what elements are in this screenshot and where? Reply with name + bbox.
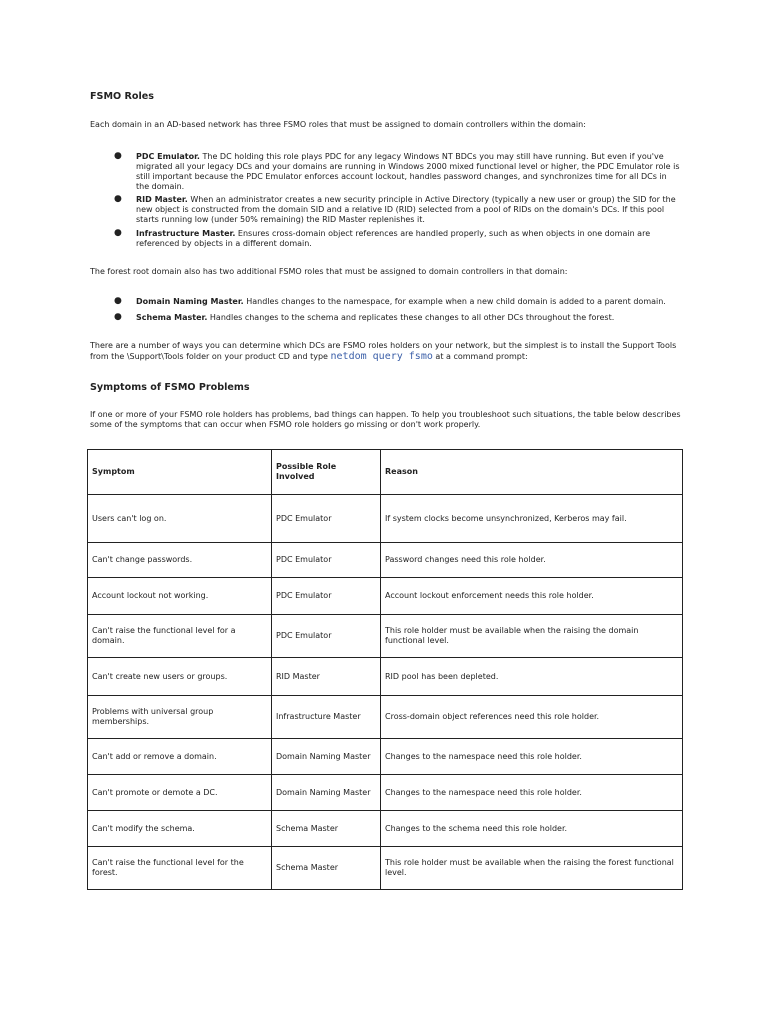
reason-cell: Cross-domain object references need this role holder. [381,696,683,739]
determine-text-end: at a command prompt: [432,352,528,361]
table-row [88,739,683,775]
role-description: Handles changes to the namespace, for example when a new child domain is added to a parent domain. [243,297,666,306]
symptom-cell: Problems with universal group memberships. [88,696,272,739]
bullet-icon: ● [114,312,122,322]
role-cell: RID Master [272,658,381,696]
symptom-cell: Can't change passwords. [88,543,272,578]
symptom-cell: Can't promote or demote a DC. [88,775,272,811]
role-name: Schema Master. [136,313,208,322]
role-cell: PDC Emulator [272,543,381,578]
symptom-cell: Can't raise the functional level for a domain. [88,615,272,658]
table-row [88,775,683,811]
symptoms-heading: Symptoms of FSMO Problems [90,382,250,393]
table-row [88,811,683,847]
role-description: The DC holding this role plays PDC for any legacy Windows NT BDCs you may still have running. But even if you've migrated all your legacy DCs and your domains are running in Windows 2000 mixed functional level or higher, the PDC Emulator role is still important because the PDC Emulator enforces account lockout, handles password changes, and synchronizes time for all DCs in the domain. [136,152,680,191]
symptom-cell: Account lockout not working. [88,578,272,615]
role-cell: PDC Emulator [272,495,381,543]
table-row [88,495,683,543]
reason-cell: Changes to the namespace need this role holder. [381,739,683,775]
role-cell: Schema Master [272,811,381,847]
table-row [88,615,683,658]
table-row [88,578,683,615]
fsmo-roles-heading: FSMO Roles [90,91,154,102]
role-description: When an administrator creates a new security principle in Active Directory (typically a new user or group) the SID for the new object is constructed from the domain SID and a relative ID (RID) selected from a pool of RIDs on the domain's DCs. If this pool starts running low (under 50% remaining) the RID Master replenishes it. [136,195,676,224]
reason-cell: Changes to the schema need this role holder. [381,811,683,847]
role-cell: Domain Naming Master [272,739,381,775]
determine-holders-paragraph [90,340,690,362]
role-name: PDC Emulator. [136,152,200,161]
reason-cell: RID pool has been depleted. [381,658,683,696]
bullet-icon: ● [114,194,122,204]
column-header-reason: Reason [381,450,683,495]
role-cell: Domain Naming Master [272,775,381,811]
role-description: Ensures cross-domain object references are handled properly, such as when objects in one domain are referenced by objects in a different domain. [136,229,651,248]
role-cell: PDC Emulator [272,615,381,658]
role-cell: PDC Emulator [272,578,381,615]
symptom-cell: Can't add or remove a domain. [88,739,272,775]
table-row [88,696,683,739]
symptoms-table [87,449,683,890]
role-cell: Infrastructure Master [272,696,381,739]
reason-cell: If system clocks become unsynchronized, Kerberos may fail. [381,495,683,543]
reason-cell: This role holder must be available when the raising the forest functional level. [381,847,683,890]
column-header-role: Possible Role Involved [272,450,381,495]
forest-roles-intro: The forest root domain also has two additional FSMO roles that must be assigned to domain controllers in that domain: [90,267,568,276]
reason-cell: This role holder must be available when the raising the domain functional level. [381,615,683,658]
table-row [88,847,683,890]
fsmo-roles-intro: Each domain in an AD-based network has three FSMO roles that must be assigned to domain controllers within the domain: [90,120,586,129]
symptom-cell: Can't modify the schema. [88,811,272,847]
symptom-cell: Can't create new users or groups. [88,658,272,696]
table-row [88,658,683,696]
determine-text: There are a number of ways you can determine which DCs are FSMO roles holders on your network, but the simplest is to install the Support Tools from the \Support\Tools folder on your product CD and type [90,341,677,361]
table-row [88,543,683,578]
reason-cell: Changes to the namespace need this role holder. [381,775,683,811]
symptom-cell: Users can't log on. [88,495,272,543]
command-text: netdom query fsmo [330,351,433,362]
bullet-icon: ● [114,296,122,306]
bullet-icon: ● [114,228,122,238]
role-description: Handles changes to the schema and replicates these changes to all other DCs throughout the forest. [207,313,615,322]
reason-cell: Account lockout enforcement needs this role holder. [381,578,683,615]
role-cell: Schema Master [272,847,381,890]
table-header-row [88,450,683,495]
reason-cell: Password changes need this role holder. [381,543,683,578]
role-name: Domain Naming Master. [136,297,244,306]
column-header-symptom: Symptom [88,450,272,495]
symptom-cell: Can't raise the functional level for the forest. [88,847,272,890]
bullet-icon: ● [114,151,122,161]
role-name: Infrastructure Master. [136,229,236,238]
symptoms-intro: If one or more of your FSMO role holders has problems, bad things can happen. To help you troubleshoot such situations, the table below describes some of the symptoms that can occur when FSMO role holders go missing or don't work properly. [90,410,681,429]
role-name: RID Master. [136,195,188,204]
